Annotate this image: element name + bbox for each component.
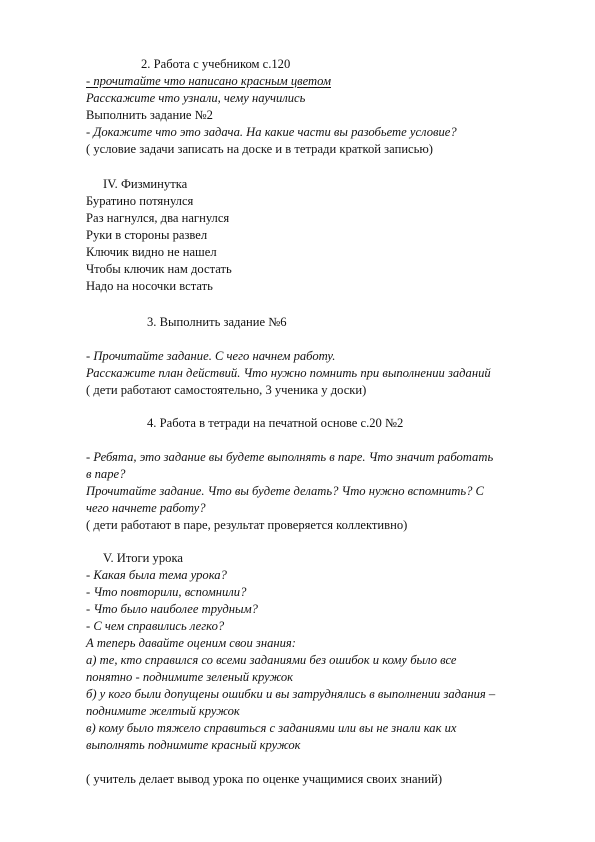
section-heading-workbook: 4. Работа в тетради на печатной основе с.20 №2 [147, 416, 404, 430]
text-line: Расскажите план действий. Что нужно помнить при выполнении заданий [86, 366, 491, 380]
poem-line: Чтобы ключик нам достать [86, 262, 232, 276]
poem-line: Раз нагнулся, два нагнулся [86, 211, 230, 225]
text-line: понятно - поднимите зеленый кружок [86, 670, 294, 684]
text-line: - Докажите что это задача. На какие части вы разобьете условие? [86, 125, 457, 139]
text-line: а) те, кто справился со всеми заданиями без ошибок и кому было все [86, 653, 457, 667]
section-heading-task6: 3. Выполнить задание №6 [147, 315, 287, 329]
section-heading-physical-break: IV. Физминутка [103, 177, 188, 191]
text-line: ( дети работают самостоятельно, 3 ученика у доски) [86, 383, 367, 397]
text-line: выполнять поднимите красный кружок [86, 738, 301, 752]
text-line: А теперь давайте оценим свои знания: [86, 636, 296, 650]
text-line: - прочитайте что написано красным цветом [86, 74, 331, 88]
question-line: - Что было наиболее трудным? [86, 602, 258, 616]
text-line: поднимите желтый кружок [86, 704, 240, 718]
poem-line: Руки в стороны развел [86, 228, 208, 242]
text-line: - Ребята, это задание вы будете выполнять в паре. Что значит работать [86, 450, 494, 464]
text-line: в паре? [86, 467, 126, 481]
poem-line: Надо на носочки встать [86, 279, 213, 293]
text-line: ( учитель делает вывод урока по оценке учащимися своих знаний) [86, 772, 443, 786]
text-line: - Прочитайте задание. С чего начнем работу. [86, 349, 336, 363]
section-heading-summary: V. Итоги урока [103, 551, 183, 565]
text-line: в) кому было тяжело справиться с заданиями или вы не знали как их [86, 721, 457, 735]
section-heading-textbook: 2. Работа с учебником с.120 [141, 57, 291, 71]
text-line: ( дети работают в паре, результат проверяется коллективно) [86, 518, 408, 532]
text-line: Расскажите что узнали, чему научились [86, 91, 306, 105]
text-line: чего начнете работу? [86, 501, 206, 515]
text-line: Прочитайте задание. Что вы будете делать? Что нужно вспомнить? С [86, 484, 484, 498]
question-line: - С чем справились легко? [86, 619, 225, 633]
poem-line: Буратино потянулся [86, 194, 194, 208]
text-line: Выполнить задание №2 [86, 108, 213, 122]
poem-line: Ключик видно не нашел [86, 245, 217, 259]
text-line: ( условие задачи записать на доске и в тетради краткой записью) [86, 142, 433, 156]
text-line: б) у кого были допущены ошибки и вы затруднялись в выполнении задания – [86, 687, 496, 701]
question-line: - Какая была тема урока? [86, 568, 227, 582]
question-line: - Что повторили, вспомнили? [86, 585, 247, 599]
